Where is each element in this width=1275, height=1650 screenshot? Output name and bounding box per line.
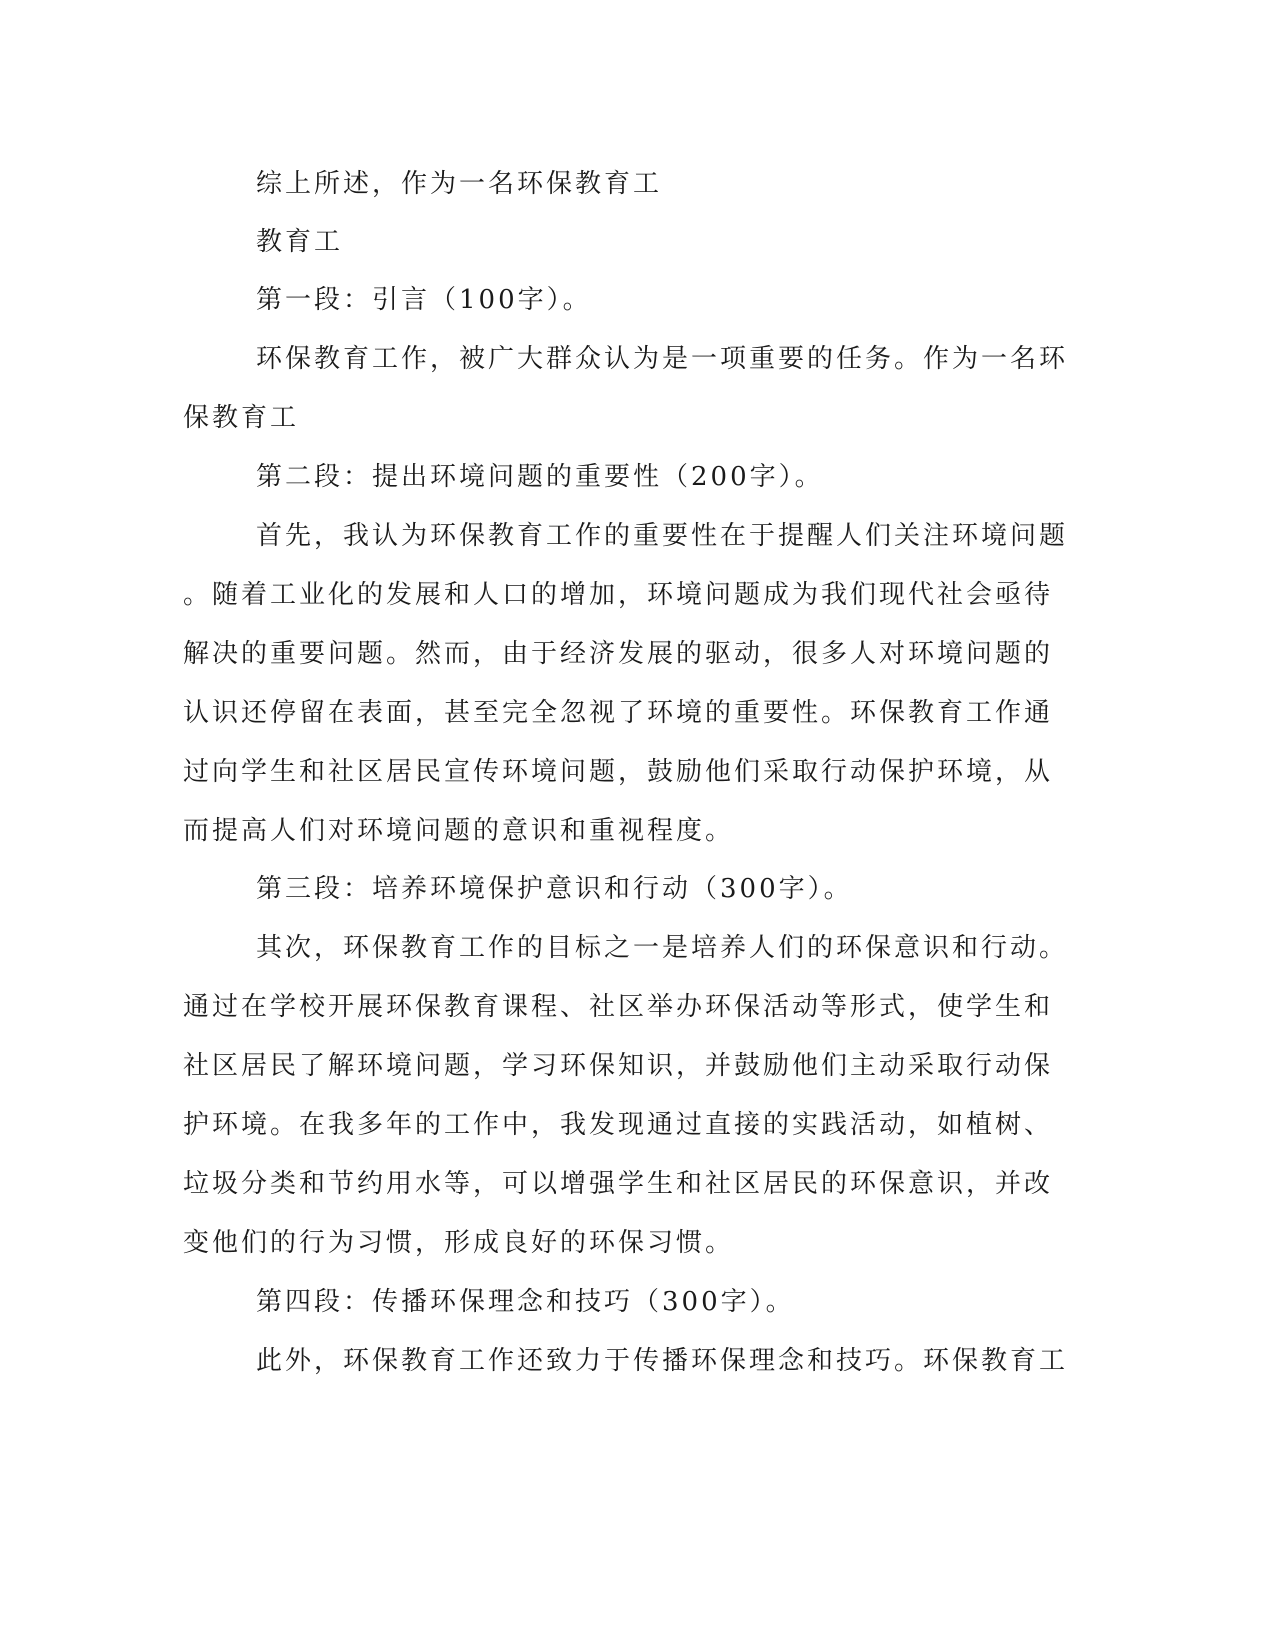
paragraph-line: 而提高人们对环境问题的意识和重视程度。 (183, 816, 735, 846)
paragraph-line: 社区居民了解环境问题，学习环保知识，并鼓励他们主动采取行动保 (183, 1051, 1054, 1081)
paragraph-line: 变他们的行为习惯，形成良好的环保习惯。 (183, 1228, 735, 1258)
paragraph-line: 首先，我认为环保教育工作的重要性在于提醒人们关注环境问题 (256, 521, 1069, 551)
paragraph-line: 护环境。在我多年的工作中，我发现通过直接的实践活动，如植树、 (183, 1110, 1054, 1140)
paragraph-line: 通过在学校开展环保教育课程、社区举办环保活动等形式，使学生和 (183, 992, 1054, 1022)
paragraph-line: 环保教育工作，被广大群众认为是一项重要的任务。作为一名环 (256, 344, 1069, 374)
paragraph-line: 认识还停留在表面，甚至完全忽视了环境的重要性。环保教育工作通 (183, 698, 1054, 728)
paragraph-line: 保教育工 (183, 403, 300, 433)
paragraph-line: 此外，环保教育工作还致力于传播环保理念和技巧。环保教育工 (256, 1346, 1069, 1376)
paragraph-line: 其次，环保教育工作的目标之一是培养人们的环保意识和行动。 (256, 933, 1069, 963)
section-heading-3: 第三段：培养环境保护意识和行动（300字）。 (256, 874, 853, 904)
text-line-summary: 综上所述，作为一名环保教育工 (256, 169, 663, 199)
section-heading-4: 第四段：传播环保理念和技巧（300字）。 (256, 1287, 795, 1317)
paragraph-line: 解决的重要问题。然而，由于经济发展的驱动，很多人对环境问题的 (183, 639, 1054, 669)
text-line-fragment: 教育工 (256, 227, 344, 257)
paragraph-line: 。随着工业化的发展和人口的增加，环境问题成为我们现代社会亟待 (183, 580, 1054, 610)
paragraph-line: 过向学生和社区居民宣传环境问题，鼓励他们采取行动保护环境，从 (183, 757, 1054, 787)
paragraph-line: 垃圾分类和节约用水等，可以增强学生和社区居民的环保意识，并改 (183, 1169, 1054, 1199)
section-heading-1: 第一段：引言（100字）。 (256, 285, 592, 315)
section-heading-2: 第二段：提出环境问题的重要性（200字）。 (256, 462, 824, 492)
